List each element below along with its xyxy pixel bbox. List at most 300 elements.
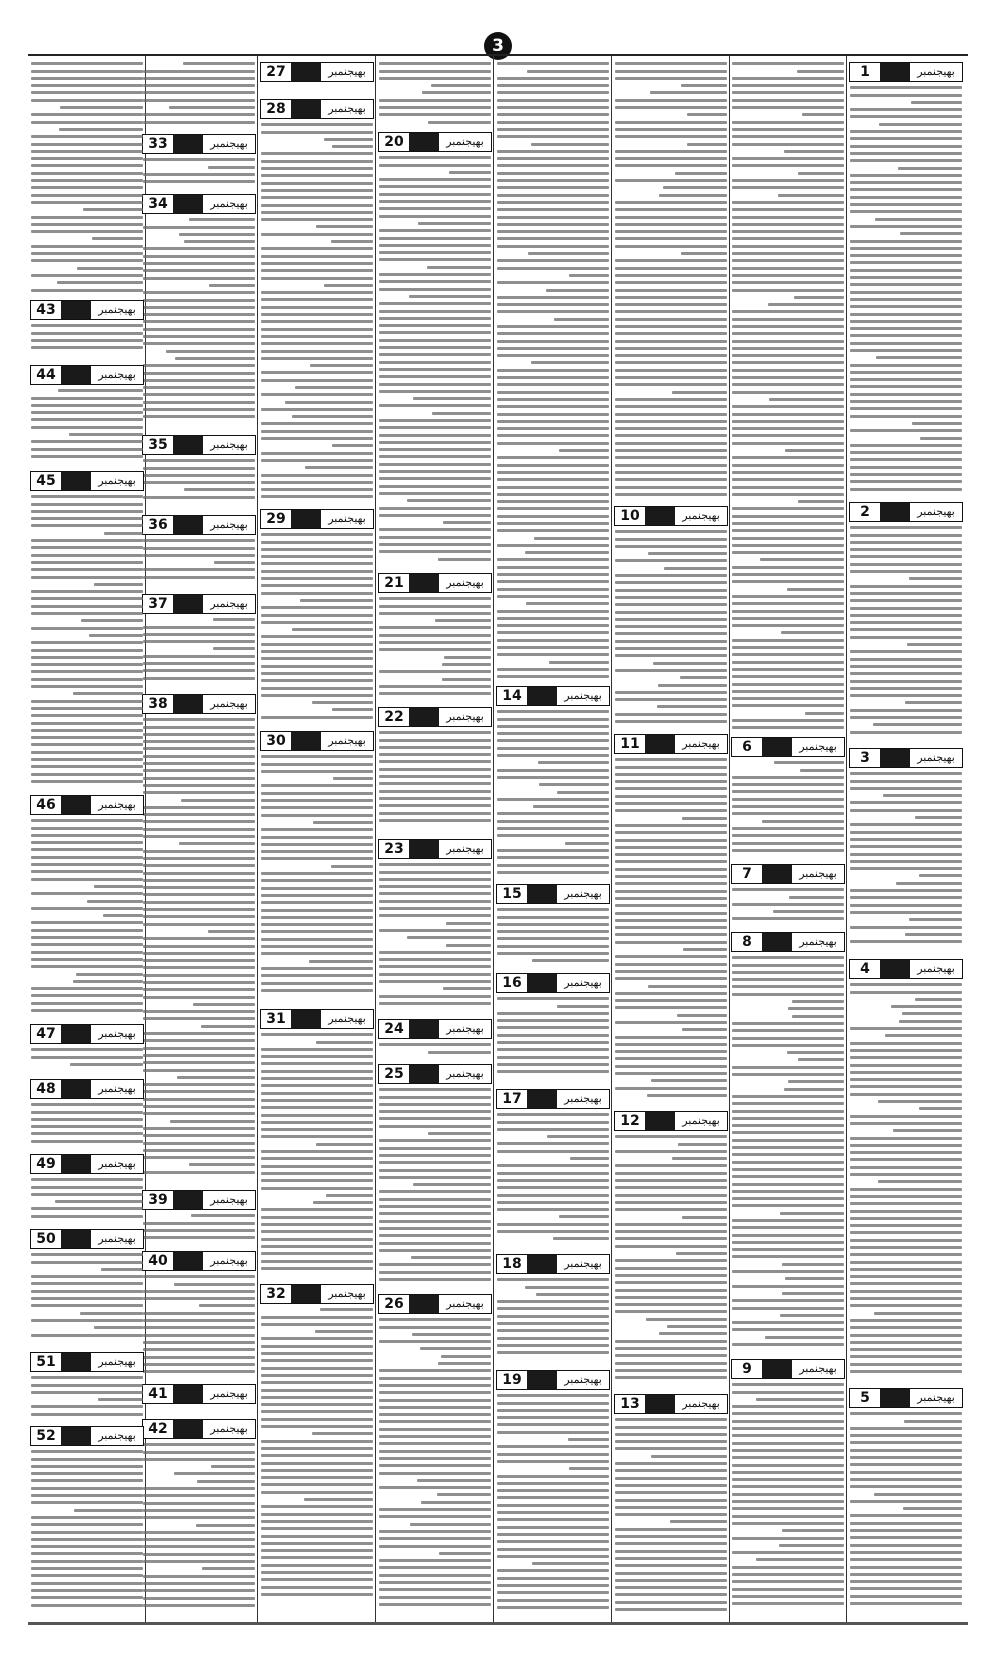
text-line [615,464,727,467]
text-line [732,683,844,686]
text-line [189,218,255,221]
header-black-bar [409,1065,439,1083]
text-line [497,1172,609,1175]
notice-label: بھیجنمبر [910,1389,962,1407]
header-black-bar [173,695,203,713]
text-line [615,369,727,372]
text-line [497,1577,609,1580]
text-line [497,1063,609,1066]
text-line [732,661,844,664]
text-line [261,1106,373,1109]
notice-number: 17 [497,1090,527,1108]
text-line [379,339,491,342]
text-line [615,318,727,321]
text-line [732,1551,844,1554]
text-line [850,838,962,841]
text-line [732,1595,844,1598]
text-line [615,647,727,650]
text-line [732,1500,844,1503]
text-line [850,860,962,863]
text-line [885,1034,962,1037]
text-line [802,113,844,116]
text-line [565,842,609,845]
text-line [559,449,609,452]
text-line [850,1210,962,1213]
notice-label: بھیجنمبر [321,510,373,528]
text-line [143,335,255,338]
text-line [143,1443,255,1446]
header-black-bar [61,1080,91,1098]
text-line [732,1580,844,1583]
text-line [497,1548,609,1551]
text-line [261,923,373,926]
text-line [31,878,143,881]
text-line [143,1010,255,1013]
text-line [379,1435,491,1438]
notice-block [140,130,258,190]
text-line [31,1560,143,1563]
text-line [651,1079,727,1082]
text-line [615,618,727,621]
text-line [497,1504,609,1507]
text-line [143,1363,255,1366]
text-line [675,172,727,175]
text-line [850,1246,962,1249]
text-line [497,1034,609,1037]
continued-text [376,58,494,128]
text-line [143,1589,255,1592]
text-line [143,1098,255,1101]
header-black-bar [291,63,321,81]
text-line [211,1465,255,1468]
text-line [850,614,962,617]
notice-block [28,1348,146,1422]
text-line [732,1321,844,1324]
text-line [143,269,255,272]
text-line [664,567,727,570]
notice-number: 40 [143,1252,173,1270]
text-line [850,1071,962,1074]
text-line [143,291,255,294]
text-line [379,626,491,629]
text-line [850,621,962,624]
text-line [143,459,255,462]
text-line [615,596,727,599]
text-line [143,1494,255,1497]
notice-header [142,1419,256,1439]
text-line [261,1505,373,1508]
text-line [532,1562,609,1565]
notice-number: 47 [31,1025,61,1043]
text-line [143,835,255,838]
text-line [379,346,491,349]
text-line [379,106,491,109]
text-line [261,1055,373,1058]
text-line [653,662,727,665]
text-line [497,1121,609,1124]
text-line [143,1134,255,1137]
text-line [169,106,255,109]
text-line [732,1131,844,1134]
text-line [497,157,609,160]
text-line [907,643,963,646]
text-line [31,324,143,327]
header-black-bar [61,1025,91,1043]
text-line [670,1520,727,1523]
notice-header [142,134,256,154]
text-line [261,1187,373,1190]
notice-number: 13 [615,1395,645,1413]
text-line [850,1427,962,1430]
text-line [615,1230,727,1233]
notice-block [376,1290,494,1618]
text-line [615,875,727,878]
text-line [80,1312,143,1315]
text-line [497,1048,609,1051]
text-line [615,1245,727,1248]
text-line [261,1323,373,1326]
text-line [31,780,143,783]
text-line [525,551,609,554]
notice-body [258,533,376,718]
text-line [850,1042,962,1045]
text-line [143,393,255,396]
notice-block [140,590,258,690]
text-line [261,1520,373,1523]
text-line [331,240,373,243]
text-line [732,1515,844,1518]
text-line [31,1479,143,1482]
notice-header [849,959,963,979]
text-line [411,1256,491,1259]
text-line [31,339,143,342]
text-line [261,474,373,477]
text-line [261,1462,373,1465]
text-line [497,237,609,240]
text-line [497,376,609,379]
text-line [850,628,962,631]
text-line [850,823,962,826]
text-line [732,252,844,255]
notice-body [28,495,146,783]
text-line [732,1146,844,1149]
text-line [379,731,491,734]
notice-number: 2 [850,503,880,521]
text-line [784,1088,844,1091]
text-line [143,1334,255,1337]
text-line [261,1099,373,1102]
notice-block [612,1107,730,1390]
text-line [143,762,255,765]
notice-block [140,1186,258,1247]
text-line [379,768,491,771]
text-line [850,480,962,483]
text-line [261,1483,373,1486]
text-line [143,1516,255,1519]
text-line [497,398,609,401]
notice-label: بھیجنمبر [910,503,962,521]
text-line [379,193,491,196]
text-line [379,324,491,327]
text-line [261,562,373,565]
notice-block [140,511,258,590]
text-line [143,408,255,411]
text-line [379,597,491,600]
notice-label: بھیجنمبر [203,695,255,713]
text-line [850,896,962,899]
text-line [379,775,491,778]
notice-label: بھیجنمبر [91,1230,143,1248]
text-line [31,1178,143,1181]
text-line [143,1090,255,1093]
text-line [526,602,609,605]
text-line [31,1450,143,1453]
notice-block [140,690,258,1186]
text-line [379,782,491,785]
text-line [778,194,844,197]
notice-number: 6 [732,738,762,756]
text-line [497,369,609,372]
text-line [261,1245,373,1248]
text-line [615,1237,727,1240]
text-line [891,1005,962,1008]
text-line [316,225,373,228]
text-line [261,828,373,831]
text-line [850,1224,962,1227]
notice-number: 20 [379,133,409,151]
text-line [732,106,844,109]
text-line [497,1322,609,1325]
text-line [497,434,609,437]
text-line [143,640,255,643]
text-line [850,393,962,396]
header-black-bar [527,1090,557,1108]
text-line [143,1222,255,1225]
text-line [615,259,727,262]
text-line [379,1227,491,1230]
text-line [497,1423,609,1426]
notice-block [258,505,376,727]
text-line [615,933,727,936]
text-line [497,1337,609,1340]
text-line [732,1168,844,1171]
notice-number: 38 [143,695,173,713]
text-line [756,1398,844,1401]
text-line [765,1336,844,1339]
text-line [261,930,373,933]
text-line [379,1428,491,1431]
text-line [732,1307,844,1310]
text-line [379,1234,491,1237]
text-line [850,1093,962,1096]
text-line [31,411,143,414]
text-line [143,226,255,229]
text-line [732,383,844,386]
text-line [850,210,962,213]
notice-header [260,1009,374,1029]
text-line [261,938,373,941]
text-line [379,1318,491,1321]
text-line [261,459,373,462]
text-line [31,1009,143,1012]
text-line [143,777,255,780]
text-line [850,716,962,719]
notice-body [140,539,258,578]
header-black-bar [173,516,203,534]
text-line [732,1573,844,1576]
text-line [379,1464,491,1467]
text-line [31,1458,143,1461]
text-line [680,676,727,679]
text-line [261,1128,373,1131]
text-line [143,1069,255,1072]
notice-label: بھیجنمبر [557,885,609,903]
text-line [850,488,962,491]
text-line [497,223,609,226]
text-line [528,252,609,255]
text-line [261,269,373,272]
text-line [788,1080,844,1083]
text-line [379,804,491,807]
notice-label: بھیجنمبر [910,749,962,767]
text-line [143,84,255,87]
text-line [184,488,255,491]
text-line [31,656,143,659]
text-line [850,904,962,907]
text-line [379,885,491,888]
text-line [615,1274,727,1277]
text-line [732,471,844,474]
text-line [31,448,143,451]
text-line [143,1487,255,1490]
text-line [497,383,609,386]
text-line [261,1586,373,1589]
text-line [756,1558,845,1561]
text-line [672,391,727,394]
notice-label: بھیجنمبر [203,1385,255,1403]
text-line [143,247,255,250]
text-line [379,164,491,167]
text-line [31,722,143,725]
text-line [615,274,727,277]
text-line [732,91,844,94]
text-line [615,1150,727,1153]
notice-number: 35 [143,436,173,454]
text-line [850,415,962,418]
text-line [261,350,373,353]
notice-block [494,682,612,880]
text-line [31,455,143,458]
text-line [143,1575,255,1578]
notice-number: 22 [379,708,409,726]
text-line [659,1332,727,1335]
text-line [732,1522,844,1525]
text-line [261,1425,373,1428]
notice-block [376,1015,494,1060]
notice-block [612,730,730,1107]
text-line [850,1485,962,1488]
text-line [143,1149,255,1152]
text-line [850,86,962,89]
text-line [850,1573,962,1576]
header-black-bar [527,1255,557,1273]
text-line [850,592,962,595]
text-line [732,1110,844,1113]
notice-header [731,932,845,952]
notice-header [614,1394,728,1414]
text-line [143,1502,255,1505]
text-line [615,398,727,401]
text-line [261,974,373,977]
text-line [850,137,962,140]
text-line [31,707,143,710]
text-line [31,1290,143,1293]
text-line [615,135,727,138]
text-line [261,1070,373,1073]
text-line [497,631,609,634]
text-line [379,1117,491,1120]
text-line [615,471,727,474]
text-line [31,1125,143,1128]
notice-body [847,1412,965,1605]
text-line [615,267,727,270]
text-line [497,529,609,532]
text-line [31,1111,143,1114]
text-line [732,1095,844,1098]
notice-header [731,864,845,884]
text-line [780,1212,844,1215]
notice-label: بھیجنمبر [203,436,255,454]
text-line [438,558,491,561]
text-line [497,1569,609,1572]
text-line [208,930,255,933]
text-line [497,1150,609,1153]
text-line [181,799,255,802]
text-line [214,561,255,564]
text-line [143,386,255,389]
text-line [497,864,609,867]
text-line [732,595,844,598]
notice-label: بھیجنمبر [91,796,143,814]
text-line [179,233,255,236]
text-line [143,255,255,258]
text-line [143,1604,255,1607]
text-line [497,747,609,750]
text-line [732,1456,844,1459]
text-line [615,420,727,423]
header-black-bar [291,100,321,118]
text-line [427,266,491,269]
text-line [850,555,962,558]
text-line [143,415,255,418]
text-line [143,1451,255,1454]
notice-number: 46 [31,796,61,814]
notice-number: 45 [31,472,61,490]
text-line [143,655,255,658]
text-line [497,798,609,801]
notice-block [847,58,965,498]
text-line [898,167,962,170]
text-line [304,1498,373,1501]
text-line [789,896,844,899]
notice-header [378,132,492,152]
text-line [732,1391,844,1394]
text-line [497,500,609,503]
text-line [497,856,609,859]
text-line [497,1230,609,1233]
text-line [143,1032,255,1035]
notice-body [847,983,965,1373]
